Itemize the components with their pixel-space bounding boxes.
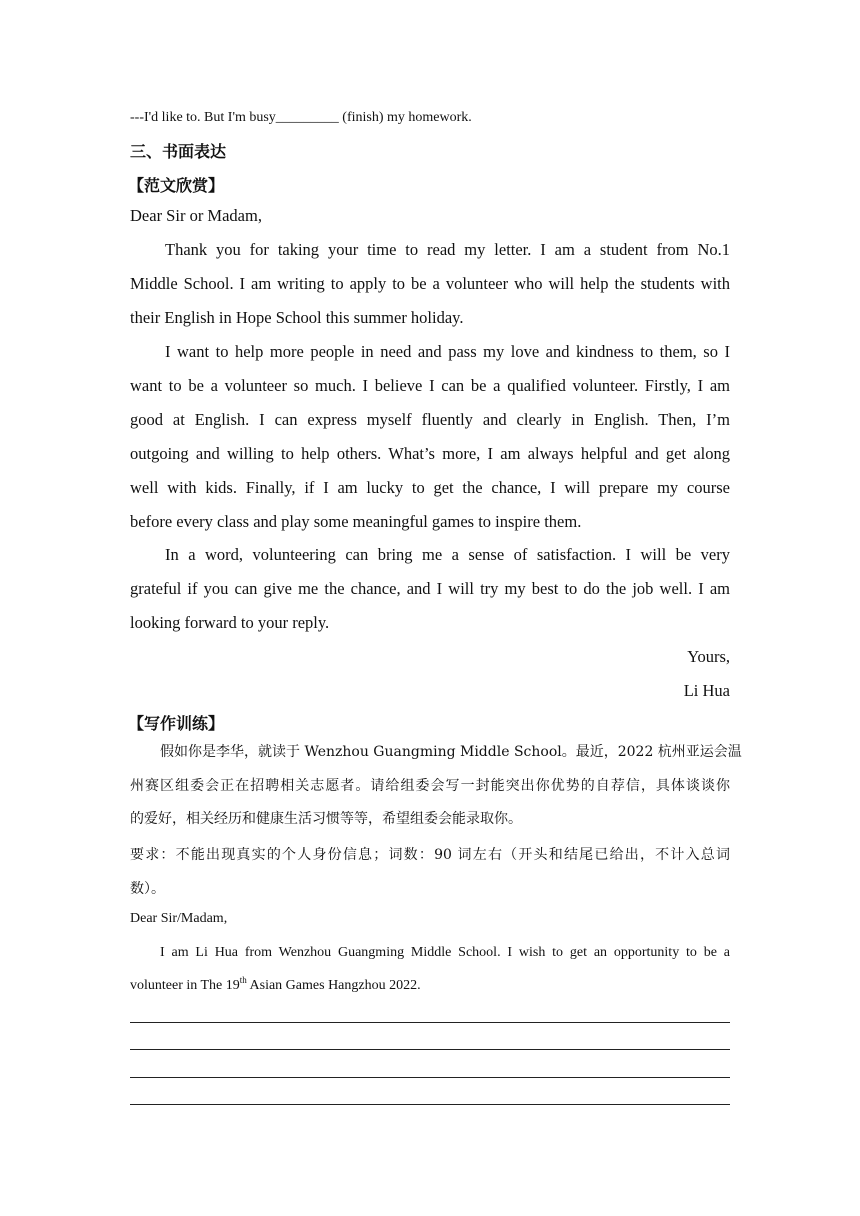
model-essay-p2-line2: want to be a volunteer so much. I believe I can be a qualified volunteer. Firstly, I am [130, 376, 730, 395]
given-opening-line2-text-end: Asian Games Hangzhou 2022. [246, 978, 421, 993]
writing-prompt-line3: 的爱好，相关经历和健康生活习惯等等，希望组委会能录取你。 [130, 811, 522, 827]
writing-practice-heading: 【写作训练】 [128, 714, 225, 733]
writing-prompt-line2: 州赛区组委会正在招聘相关志愿者。请给组委会写一封能突出你优势的自荐信，具体谈谈你 [130, 778, 730, 794]
top-question-line: ---I'd like to. But I'm busy_________ (finish) my homework. [130, 110, 472, 125]
given-opening-line1: I am Li Hua from Wenzhou Guangming Middle School. I wish to get an opportunity to be a [160, 945, 730, 960]
model-essay-signature: Li Hua [683, 681, 730, 700]
model-essay-p3-line2: grateful if you can give me the chance, and I will try my best to do the job well. I am [130, 579, 730, 598]
model-essay-p3-line3: looking forward to your reply. [130, 613, 330, 632]
ordinal-suffix: th [239, 975, 247, 985]
answer-line[interactable] [130, 1022, 730, 1023]
model-essay-p1-line1: Thank you for taking your time to read my letter. I am a student from No.1 [165, 240, 730, 259]
model-essay-p2-line3: good at English. I can express myself fluently and clearly in English. Then, I’m [130, 410, 730, 429]
page-content [128, 0, 742, 1216]
writing-prompt-line1: 假如你是李华，就读于 Wenzhou Guangming Middle School。最近，2022 杭州亚运会温 [160, 744, 742, 760]
model-essay-p1-line2: Middle School. I am writing to apply to be a volunteer who will help the students with [130, 274, 730, 293]
model-essay-p2-line6: before every class and play some meaningful games to inspire them. [130, 512, 582, 531]
writing-salutation: Dear Sir/Madam, [130, 911, 228, 926]
model-essay-closing: Yours, [687, 647, 730, 666]
requirements-line1: 要求：不能出现真实的个人身份信息；词数：90 词左右（开头和结尾已给出，不计入总词 [130, 847, 730, 863]
requirements-line2: 数）。 [130, 881, 165, 897]
model-essay-p2-line1: I want to help more people in need and pass my love and kindness to them, so I [165, 342, 730, 361]
given-opening-line2 [130, 975, 421, 994]
model-essay-p1-line3: their English in Hope School this summer holiday. [130, 308, 464, 327]
given-opening-line2-text: volunteer in The 19 [130, 978, 240, 993]
answer-line[interactable] [130, 1077, 730, 1078]
model-essay-p2-line5: well with kids. Finally, if I am lucky to get the chance, I will prepare my course [130, 478, 730, 497]
answer-line[interactable] [130, 1104, 730, 1105]
model-essay-salutation: Dear Sir or Madam, [130, 206, 262, 225]
model-essay-heading: 【范文欣赏】 [128, 176, 225, 195]
answer-line[interactable] [130, 1049, 730, 1050]
section-heading: 三、书面表达 [130, 142, 227, 161]
model-essay-p2-line4: outgoing and willing to help others. What’s more, I am always helpful and get along [130, 444, 730, 463]
model-essay-p3-line1: In a word, volunteering can bring me a sense of satisfaction. I will be very [165, 545, 730, 564]
